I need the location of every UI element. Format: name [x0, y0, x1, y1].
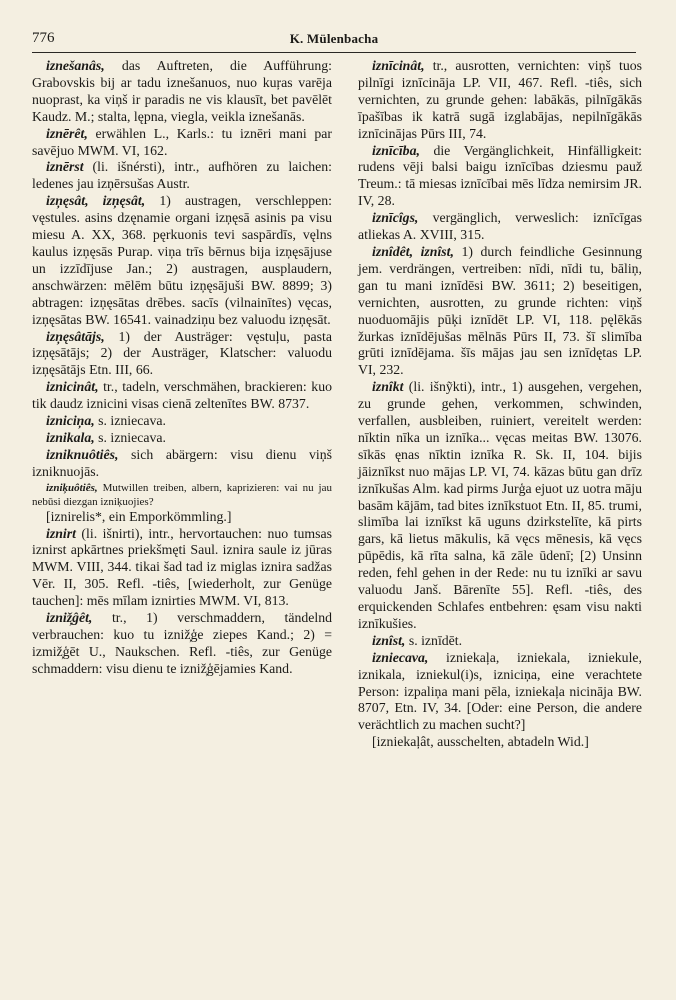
dictionary-entry	[32, 126, 332, 160]
dictionary-entry	[32, 413, 332, 430]
entry-headword: iznešanâs,	[46, 58, 105, 73]
dictionary-entry	[32, 58, 332, 126]
dictionary-entry	[358, 210, 642, 244]
entry-definition: 1) der Austräger: vęstuļu, pasta izņęsātājs; 2) der Austräger, Klatscher: valuodu izņęsātājs Etn. III, 66.	[32, 328, 332, 378]
entry-definition: Mutwillen treiben, albern, kaprizieren: vai nu jau nebūsi diezgan izniķuojies?	[32, 481, 332, 508]
entry-definition: erwählen L., Karls.: tu iznēri mani par savējuo MWM. VI, 162.	[32, 125, 332, 158]
entry-definition: tr., 1) verschmaddern, tändelnd verbrauchen: kuo tu izniž̦ģe ziepes Kand.; 2) = izmiž̦ģēt U., Naukschen. Refl. -tiês, zur Genüge schmaddern: visu dienu te izniž̦ģējamies Kand.	[32, 610, 332, 676]
entry-headword: iznīcîgs,	[372, 210, 419, 226]
entry-headword: izniciņa,	[46, 413, 95, 429]
dictionary-entry	[32, 430, 332, 447]
dictionary-entry	[32, 329, 332, 380]
entry-headword: iznīcinât,	[372, 58, 425, 73]
dictionary-entry	[32, 159, 332, 193]
entry-definition: die Vergänglichkeit, Hinfälligkeit: rudens vēji balsi baigu iznīcības dziesmu pauž Treum.: tā miesas iznīcībai mēs līdza nemirsim JR. IV, 28.	[358, 142, 642, 209]
entry-definition: (li. išnỹkti), intr., 1) ausgehen, vergehen, zu grunde gehen, verkommen, schwinden, verfallen, ausbleiben, ruiniert, vereitelt werden: nīktin nīka un iznīka... vęcas meitas BW. 13076. sīkās ęnas nīktin iznīka R. Sk. II, 104. bijis jāiznīkst nuo mājas LP. VI, 74. kāzas būtu gan drīz iznīkušas Alm. kad pirms Jurģa ejuot uz uotra māju basām kājām, tad bites iznīkstuot Etn. II, 85. trumi, slimība lai iznīkst kā uguns dzirkstelīte, kā pirts gars, kā lietus mākulis, kā vęcs mēnesis, kā vęcs pūpēdis, kā rīta salna, kā zāle ūdenī; [2) Unsinn reden, fehl gehen in der Rede: nu tu iznīki ar savu valuodu Janš. Bārenīte 55]. Refl. -tiês, des erquickenden Schlafes entbehren: ęsam visu nakti iznīkušies.	[358, 379, 642, 631]
entry-headword: iznîst,	[372, 632, 406, 648]
entry-headword: iznikala,	[46, 429, 95, 445]
dictionary-entry	[358, 143, 642, 211]
entry-definition: izniekaļa, izniekala, izniekule, iznikala, izniekul(i)s, izniciņa, eine verachtete Person: izpaliņa mani pēla, izniekaļa nicināja BW. 8707, Etn. IV, 34. [Oder: eine Person, die andere verächtlich zu machen sucht?]	[358, 649, 642, 733]
dictionary-entry	[32, 447, 332, 481]
dictionary-entry	[32, 481, 332, 509]
dictionary-entry	[358, 58, 642, 143]
entry-headword: iznîkt	[372, 379, 404, 395]
entry-headword: iznîdêt, iznîst,	[372, 243, 454, 259]
page-header	[32, 30, 636, 53]
entry-headword: izniķuôtiês,	[46, 481, 98, 494]
entry-headword: izņęsâtājs,	[46, 328, 105, 344]
dictionary-entry	[358, 734, 642, 751]
entry-definition: das Auftreten, die Aufführung: Grabovskis bij ar tadu iznešanuos, nuo kuŗas varēja nuoprast, ka viņš ir paradis ne vis klausīt, bet pavēlēt Kaudz. M.; stalta, lępna, viegla, veikla iznešanās.	[32, 58, 332, 124]
entry-definition: (li. išnirti), intr., hervortauchen: nuo tumsas iznirst apkārtnes priekšmęti Saul. iznira saule iz jūras MWM. VIII, 344. tikai šad tad iz miglas iznira sadžas Vēr. II, 305. Refl. -tiês, [wiederholt, zur Genüge tauchen]: mēs mīlam iznirties MWM. VI, 813.	[32, 525, 332, 609]
entry-headword: izniknuôtiês,	[46, 446, 119, 462]
dictionary-entry	[32, 610, 332, 678]
left-column	[32, 58, 332, 678]
running-title: K. Mülenbacha	[289, 31, 379, 46]
entry-headword: iznērêt,	[46, 125, 88, 141]
entry-definition: 1) durch feindliche Gesinnung jem. verdrängen, vertreiben: nīdi, nīdi tu, bāliņ, gan tu mani iznīdēsi BW. 3611; 2) beseitigen, vernichten, ausrotten, zu grunde richten: viņš nuoduomājis pūķi iznīdēt LP. VI, 118. pęlēkās žurkas iznīdējušas mēlnās Pūrs II, 73. šī slimība grūti iznīdējama. šīs mājas jau sen iznīdętas LP. VI, 232.	[358, 243, 642, 378]
entry-definition: tr., tadeln, verschmähen, brackieren: kuo tik daudz iznicini visas cienā zeltenītes BW. 8737.	[32, 379, 332, 412]
entry-headword: iznīcība,	[372, 142, 420, 158]
entry-definition: s. iznīdēt.	[405, 632, 463, 648]
dictionary-entry	[358, 379, 642, 633]
entry-definition: tr., ausrotten, vernichten: viņš tuos pilnīgi iznīcināja LP. VII, 467. Refl. -tiês, sich vernichten, zu grunde gehen: labākās, pilnīgākās īpašības ik katrā sugā izglabājas, nepilnīgākās iznīcinājas Pūrs III, 74.	[358, 58, 642, 141]
dictionary-entry	[32, 379, 332, 413]
dictionary-entry	[32, 526, 332, 611]
entry-headword: iznērst	[46, 159, 84, 175]
entry-definition: [iznirelis*, ein Emporkömmling.]	[46, 508, 232, 524]
entry-definition: s. izniecava.	[94, 429, 166, 445]
right-column	[358, 58, 642, 751]
entry-headword: izniž̦ĝêt,	[46, 610, 93, 626]
entry-headword: izniecava,	[372, 649, 429, 665]
dictionary-entry	[358, 244, 642, 379]
entry-definition: sich abärgern: visu dienu viņš izniknuojās.	[32, 446, 332, 479]
page-number: 776	[32, 30, 55, 46]
entry-definition: (li. išnérsti), intr., aufhören zu laichen: ledenes jau izņērsušas Austr.	[32, 159, 332, 192]
entry-definition: vergänglich, verweslich: iznīcīgas atliekas A. XVIII, 315.	[358, 210, 642, 243]
entry-headword: iznicinât,	[46, 379, 99, 395]
entry-definition: s. izniecava.	[94, 413, 166, 429]
entry-headword: iznirt	[46, 525, 76, 541]
dictionary-entry	[32, 509, 332, 526]
dictionary-entry	[358, 633, 642, 650]
entry-headword: izņęsât, izņęsât,	[46, 193, 146, 209]
dictionary-entry	[358, 650, 642, 735]
entry-definition: 1) austragen, verschleppen: vęstules. asins dzęnamie organi izņęsā asinis pa visu miesu A. XX, 368. pęrkuonis tevi saspārdīs, vęlns kaulus izņęsās Purap. viņa trīs bērnus bija izņęsājuse un izzīdījuse Jan.; 2) austragen, ausplaudern, anschwärzen: mēlēm būtu izņęsājuši BW. 8899; 3) abtragen: izņęsātas drēbes. sacīs (vilnainītes) vęcas, izņęsātas BW. 16541. vainadziņu bez valuodu izņęsāt.	[32, 193, 332, 327]
dictionary-entry	[32, 193, 332, 328]
entry-definition: [izniekaļât, ausschelten, abtadeln Wid.]	[372, 734, 589, 750]
